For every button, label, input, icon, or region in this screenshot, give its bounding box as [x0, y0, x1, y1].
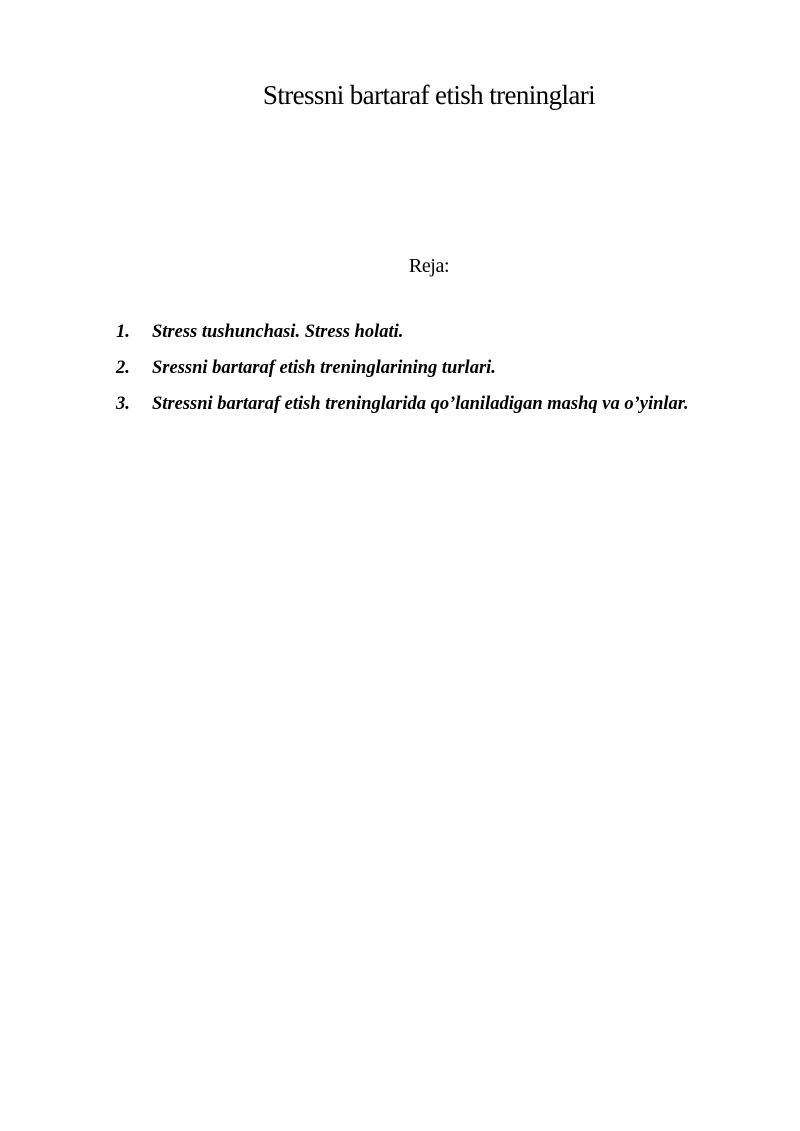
- plan-item-text: Stressni bartaraf etish treninglarida qo’laniladigan mashq va o’yinlar.: [152, 394, 689, 414]
- document-title: Stressni bartaraf etish treninglari: [262, 80, 596, 110]
- plan-item: [116, 350, 742, 386]
- plan-item: [116, 314, 742, 350]
- plan-item-text: Sressni bartaraf etish treninglarining turlari.: [152, 358, 496, 378]
- plan-item-number: 1.: [116, 322, 130, 342]
- plan-list: [116, 314, 742, 422]
- plan-heading: Reja:: [408, 255, 450, 277]
- plan-item: [116, 386, 742, 422]
- plan-item-number: 2.: [116, 358, 130, 378]
- plan-item-number: 3.: [116, 394, 130, 414]
- plan-item-text: Stress tushunchasi. Stress holati.: [152, 322, 404, 342]
